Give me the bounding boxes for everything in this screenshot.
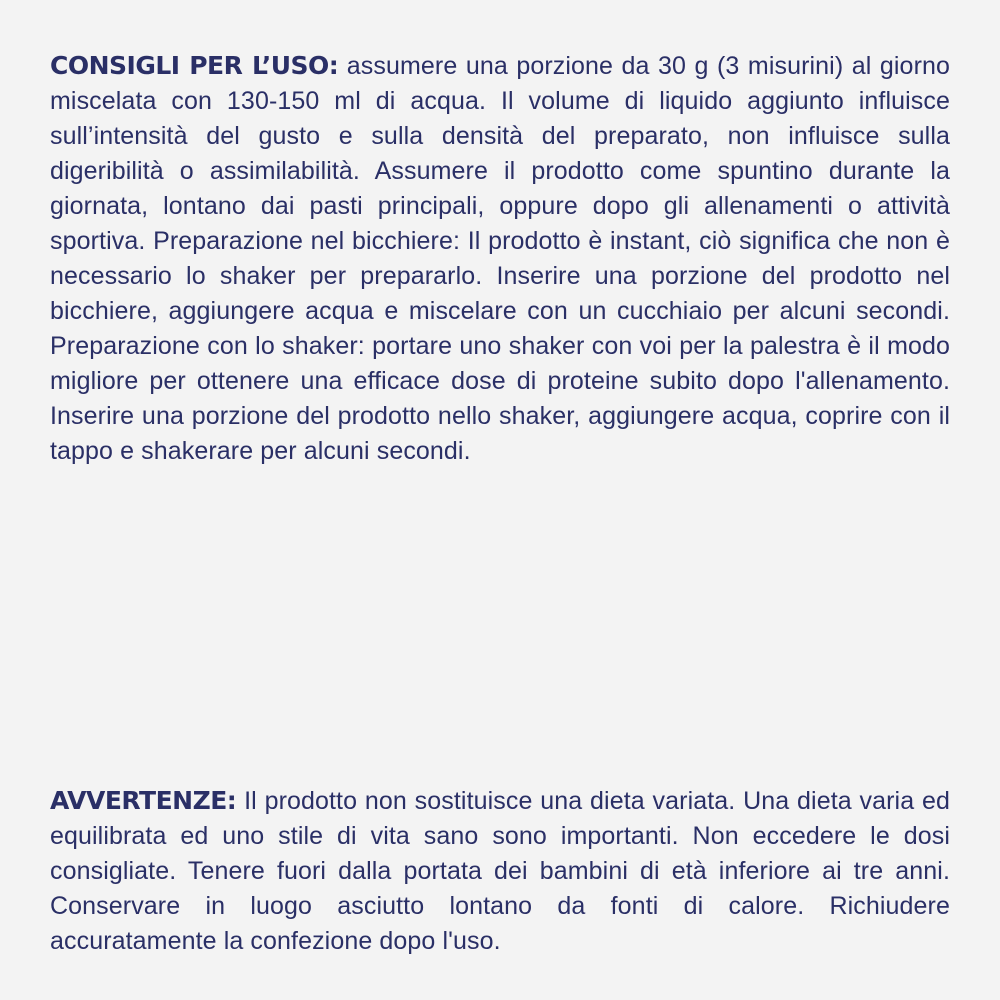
usage-body: assumere una porzione da 30 g (3 misurini) al giorno miscelata con 130-150 ml di acqua. Il volume di liquido aggiunto influisce sull’intensità del gusto e sulla densità del preparato, non influisce sulla digeribilità o assimilabilità. Assumere il prodotto come spuntino durante la giornata, lontano dai pasti principali, oppure dopo gli allenamenti o attività sportiva. Preparazione nel bicchiere: Il prodotto è instant, ciò significa che non è necessario lo shaker per prepararlo. Inserire una porzione del prodotto nel bicchiere, aggiungere acqua e miscelare con un cucchiaio per alcuni secondi. Preparazione con lo shaker: portare uno shaker con voi per la palestra è il modo migliore per ottenere una efficace dose di proteine subito dopo l'allenamento. Inserire una porzione del prodotto nello shaker, aggiungere acqua, coprire con il tappo e shakerare per alcuni secondi.	[50, 52, 950, 465]
warnings-body: Il prodotto non sostituisce una dieta variata. Una dieta varia ed equilibrata ed uno stile di vita sano sono importanti. Non eccedere le dosi consigliate. Tenere fuori dalla portata dei bambini di età inferiore ai tre anni. Conservare in luogo asciutto lontano da fonti di calore. Richiudere accuratamente la confezione dopo l'uso.	[50, 787, 950, 955]
usage-heading: CONSIGLI PER L’USO:	[50, 51, 339, 80]
warnings-heading: AVVERTENZE:	[50, 786, 237, 815]
warnings	[50, 783, 950, 959]
usage-instructions	[50, 48, 950, 469]
